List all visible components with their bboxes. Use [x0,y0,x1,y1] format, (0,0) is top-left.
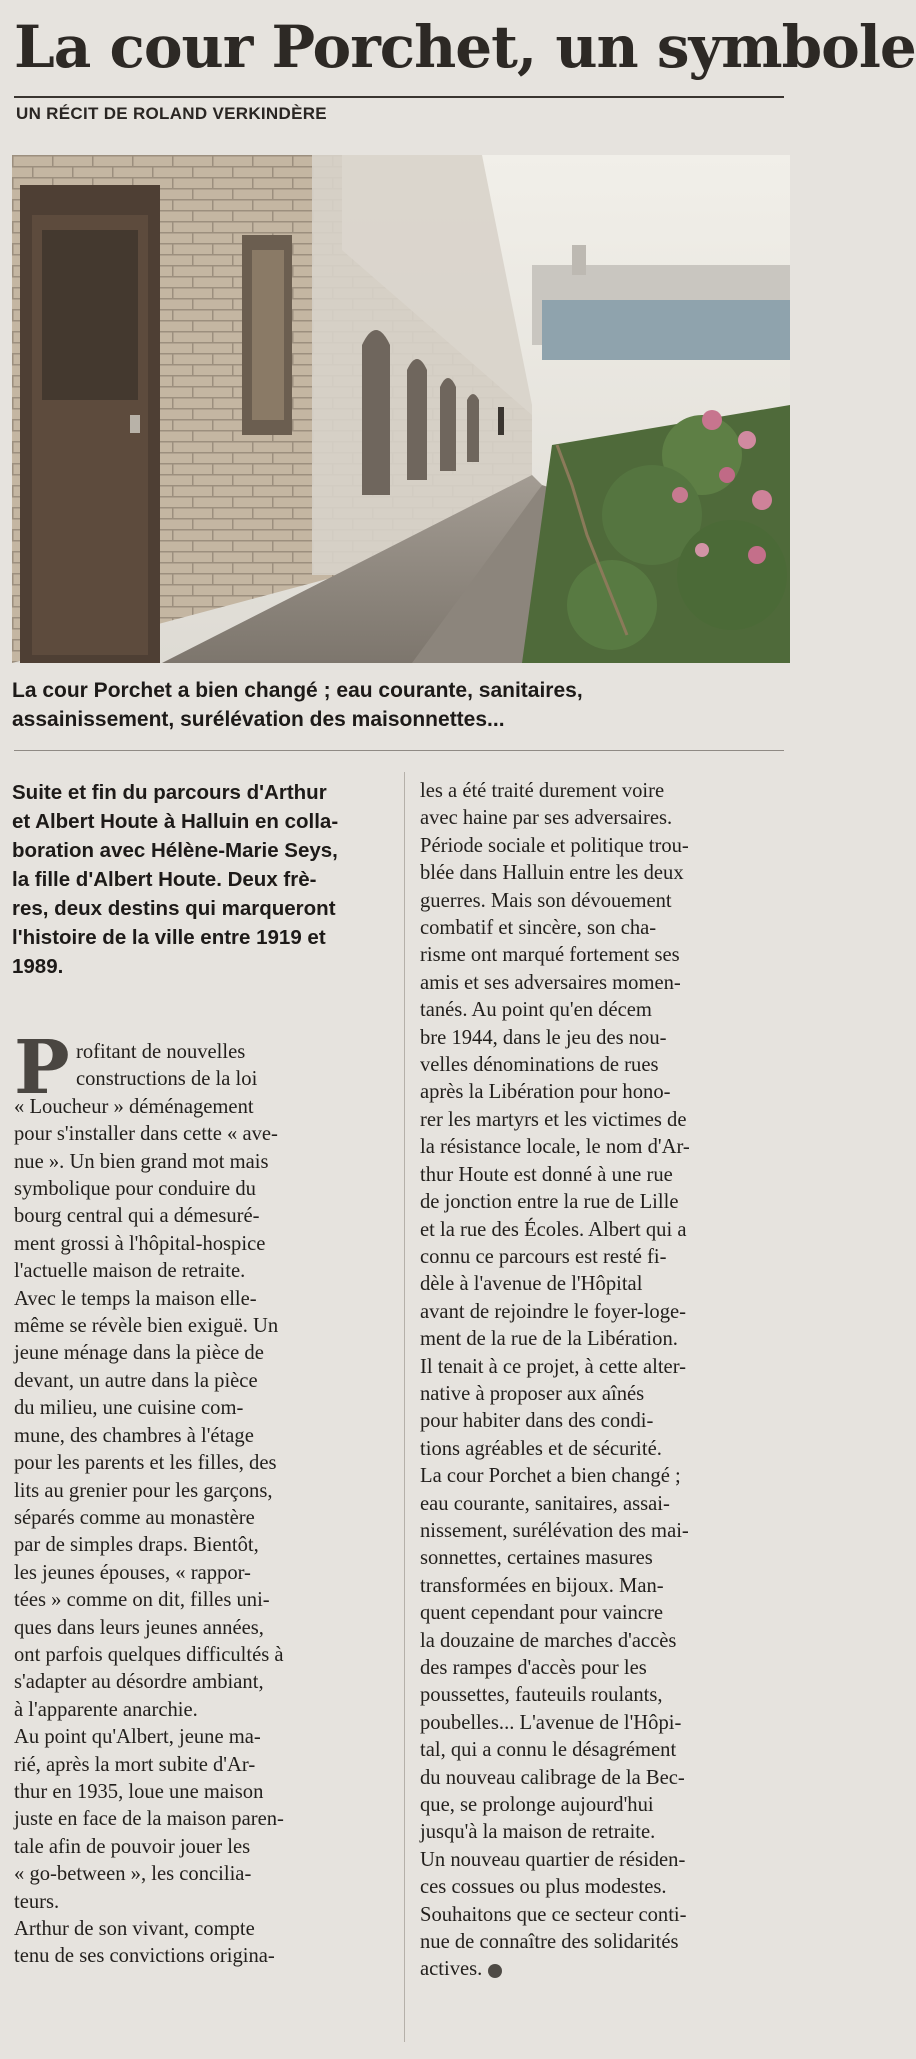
article-photo [12,155,790,663]
lede-line: boration avec Hélène-Marie Seys, [12,839,338,862]
body-text-line: avant de rejoindre le foyer-loge- [420,1300,687,1323]
body-column-left [14,1025,390,1971]
body-text-line: par de simples draps. Bientôt, [14,1534,259,1557]
body-text-line: poussettes, fauteuils roulants, [420,1684,663,1707]
body-text-line: pour habiter dans des condi- [420,1410,654,1433]
body-text-line: thur Houte est donné à une rue [420,1163,673,1186]
body-text-line: Période sociale et politique trou- [420,834,689,857]
body-text-line: sonnettes, certaines masures [420,1547,653,1570]
body-text-line: transformées en bijoux. Man- [420,1574,664,1597]
body-text-line: ont parfois quelques difficultés à [14,1643,284,1666]
body-text-line: tanés. Au point qu'en décem [420,999,652,1022]
body-text-line: La cour Porchet a bien changé ; [420,1465,681,1488]
body-text-line: de jonction entre la rue de Lille [420,1191,679,1214]
body-text-line: avec haine par ses adversaires. [420,807,673,830]
lede-line: la fille d'Albert Houte. Deux frè- [12,868,317,891]
body-text-line: bre 1944, dans le jeu des nou- [420,1026,667,1049]
body-column-right [420,778,796,1984]
body-text-line: pour s'installer dans cette « ave- [14,1123,278,1146]
body-text-line: thur en 1935, loue une maison [14,1780,264,1803]
body-text-line: native à proposer aux aînés [420,1382,645,1405]
body-text-line: même se révèle bien exiguë. Un [14,1315,279,1338]
lede-line: res, deux destins qui marqueront [12,897,336,920]
body-text-line: rer les martyrs et les victimes de [420,1108,687,1131]
body-text-line: Arthur de son vivant, compte [14,1918,255,1940]
headline-rule [14,96,784,98]
body-text-line: juste en face de la maison paren- [14,1808,284,1831]
body-text-line: « Loucheur » déménagement [14,1095,254,1118]
body-text-line: pour les parents et les filles, des [14,1452,277,1475]
body-text-line: du milieu, une cuisine com- [14,1397,244,1420]
body-text-line: jusqu'à la maison de retraite. [420,1821,656,1844]
body-text-line: la résistance locale, le nom d'Ar- [420,1136,690,1159]
body-text-line: Souhaitons que ce secteur conti- [420,1903,687,1926]
body-text-line: eau courante, sanitaires, assai- [420,1492,670,1515]
body-text-line: l'actuelle maison de retraite. [14,1260,246,1283]
body-text-line: connu ce parcours est resté fi- [420,1245,667,1268]
body-text-line: lits au grenier pour les garçons, [14,1479,273,1502]
body-text-line: la douzaine de marches d'accès [420,1629,677,1652]
body-text-line: combatif et sincère, son cha- [420,917,657,940]
body-text-line: velles dénominations de rues [420,1054,659,1077]
article-byline: UN RÉCIT DE ROLAND VERKINDÈRE [16,104,327,123]
body-text-line: tal, qui a connu le désagrément [420,1739,677,1762]
body-text-line: risme ont marqué fortement ses [420,944,680,967]
body-text-line: tenu de ses convictions origina- [14,1945,275,1968]
lede-line: Suite et fin du parcours d'Arthur [12,781,327,804]
body-text-line: les jeunes épouses, « rappor- [14,1561,251,1584]
lede-line: 1989. [12,955,64,978]
drop-cap: P [14,1025,70,1111]
body-text-line: amis et ses adversaires momen- [420,971,681,994]
body-text-line: du nouveau calibrage de la Bec- [420,1766,685,1789]
body-text-line: à l'apparente anarchie. [14,1698,198,1721]
body-text-line: Avec le temps la maison elle- [14,1287,257,1310]
body-text-line: bourg central qui a démesuré- [14,1205,260,1228]
body-text-line: après la Libération pour hono- [420,1081,671,1104]
body-text-line: symbolique pour conduire du [14,1178,256,1201]
body-text-line: Il tenait à ce projet, à cette alter- [420,1355,686,1378]
body-text-line: tale afin de pouvoir jouer les [14,1835,251,1858]
article-headline: La cour Porchet, un symbole [14,13,916,81]
body-text-line: blée dans Halluin entre les deux [420,862,684,885]
photo-caption [12,676,782,734]
caption-line: assainissement, surélévation des maisonnettes... [12,708,505,731]
body-text-line: rofitant de nouvelles [76,1041,246,1063]
body-text-line: tions agréables et de sécurité. [420,1437,662,1460]
body-text-line: tées » comme on dit, filles uni- [14,1589,270,1612]
body-text-line: nissement, surélévation des mai- [420,1519,689,1542]
courtyard-photo-illustration [12,155,790,663]
column-divider [404,772,405,2042]
lede-line: et Albert Houte à Halluin en colla- [12,810,339,833]
lede-line: l'histoire de la ville entre 1919 et [12,926,326,949]
body-text-line: des rampes d'accès pour les [420,1657,647,1679]
body-text-line: Un nouveau quartier de résiden- [420,1848,686,1871]
body-text-line: séparés comme au monastère [14,1506,255,1529]
body-text-line: ment de la rue de la Libération. [420,1328,678,1351]
body-text-line: et la rue des Écoles. Albert qui a [420,1218,687,1241]
body-text-last-line: actives. [420,1956,796,1983]
body-text-line: mune, des chambres à l'étage [14,1424,254,1447]
end-mark-icon [488,1964,502,1978]
body-text-line: constructions de la loi [76,1068,258,1091]
article-lede [12,778,388,981]
body-text-line: s'adapter au désordre ambiant, [14,1671,264,1694]
body-text-line: rié, après la mort subite d'Ar- [14,1753,256,1776]
body-text-line: dèle à l'avenue de l'Hôpital [420,1273,643,1296]
body-text-line: ques dans leurs jeunes années, [14,1616,264,1639]
body-text-line: quent cependant pour vaincre [420,1602,664,1625]
body-text-line: guerres. Mais son dévouement [420,889,672,912]
section-rule [14,750,784,751]
body-text-line: « go-between », les concilia- [14,1863,252,1886]
body-text-line: Au point qu'Albert, jeune ma- [14,1726,261,1749]
caption-line: La cour Porchet a bien changé ; eau courante, sanitaires, [12,679,583,702]
body-text-line: poubelles... L'avenue de l'Hôpi- [420,1711,682,1734]
body-text-line: devant, un autre dans la pièce [14,1369,258,1392]
body-text-line: nue ». Un bien grand mot mais [14,1150,269,1173]
body-text-line: jeune ménage dans la pièce de [14,1342,264,1365]
body-text-line: teurs. [14,1890,60,1913]
body-text-line: ces cossues ou plus modestes. [420,1876,667,1899]
body-text-line: que, se prolonge aujourd'hui [420,1794,654,1817]
body-text-line: les a été traité durement voire [420,780,665,802]
body-text-line: ment grossi à l'hôpital-hospice [14,1232,266,1255]
body-text-line: nue de connaître des solidarités [420,1931,679,1954]
